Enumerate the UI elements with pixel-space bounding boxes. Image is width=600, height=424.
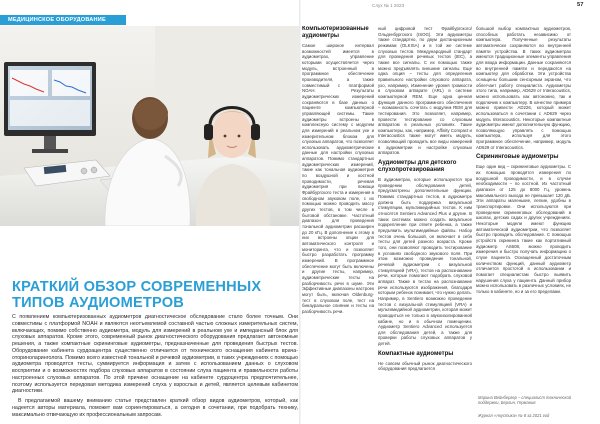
lead-text: [12, 314, 298, 421]
body-paragraph: Еще один вид – скрининговые аудиометры. С их помощью проводятся измерения по воздушной проводимости, и в случае необходимости – по костной. Их частотный диапазон от 125 до 8000 Гц, уровень максимального выхода не превышает 120 дБ. Эти аппараты маленькие, легкие, удобны в транспортировке. Они используются при проведении скрининговых обследований в школах, детских садах и других учреждениях. Некоторые модели имеют функцию автоматической аудиометрии, что позволяет быстро проводить обследование. С помощью устройств скрининга такие как портативный аудиометр AS608, можно проводить измерения и быстро получать информацию о слухе пациента. Оснащенный достаточным количеством функций, данный аудиометр отличается простотой в использовании и помогает специалистам быстро выявить нарушения слуха у пациента. Данный прибор можно использовать в различных условиях, не только в кабинете, но и за его пределами.: [476, 164, 571, 294]
text-column-3: [476, 26, 571, 422]
page-number: 57: [577, 2, 584, 8]
section-heading: Аудиометры для детского слухопротезирования: [378, 160, 457, 174]
author-credit: Марина Вейнбергер – специалист технической поддержки, Берлин, Германия.: [478, 395, 571, 405]
page-gutter: [299, 0, 301, 424]
hero-photo: [0, 26, 299, 226]
section-tag: МЕДИЦИНСКОЕ ОБОРУДОВАНИЕ: [0, 15, 126, 25]
body-paragraph: Не совсем обычный рынок диагностического оборудования предлагается: [378, 360, 472, 372]
section-heading: Компьютеризованные аудиометры: [302, 26, 369, 39]
text-column-2: [378, 26, 472, 422]
headline-line-1: КРАТКИЙ ОБЗОР СОВРЕМЕННЫХ: [12, 279, 262, 295]
source-credit: Журнал «Акустика» № 8 за 2021 год: [478, 413, 550, 418]
body-paragraph: ный цифровой тест Фрайбургского/Ольденбургского (ISOG). Эти аудиометры также стандартно, по двум дистанционным режимам (OLKISA) и в той же системе слуховых тестов. Международный стандарт для проведения речевых тестов (IEC), а также все сигналы. С их помощью также можно предъявлять внешние сигналы. Еще одна опция – тесты для определения правильного настройки слухового аппарата, ухо, например, Изменение уровня громкости в слуховом аппарате (ARL) в системе компьютерной REM. Еще одна ценная функция данного программного обеспечения – возможность сочетать с модулем REM для тестирования. Это позволяет, например, провести тестирование со слуховым аппаратом в реальных условиях. Такие компьютеры, как, например, Affinity Compact и Interacoustics также могут иметь модуль, позволяющий проводить все виды измерений в аудиометрии и настройке слуховых аппаратов.: [378, 26, 472, 156]
lead-paragraph: В предлагаемой вашему вниманию статье представлен краткий обзор видов аудиометров, который, как надеется авторы материала, поможет вам сориентироваться, а сегодня в сочетании, при подобрать технику, максимально отвечающую их профессиональным запросам.: [12, 398, 298, 418]
audiometry-photo-illustration: [0, 26, 299, 226]
lead-paragraph: С появлением компьютеризованных аудиометров диагностическое обследование стало более точным. Они совместимы с платформой NOAH и являются неотъемлемой составной частью сложных измерительных систем, включающих, помимо собственно аудиометра, модуль для измерений в реальном ухе и импедансный блок для слуховых аппаратов. Кроме этого, современный рынок диагностического оборудования предлагает автономные решения, а также компактные скрининговые аудиометры, предназначенные для проведения быстрых тестов. Оборудование кабинета сурдоацентра существенно отличается от технического оснащения кабинета врача-оториноларинголога. Помимо всего известной тональной и речевой аудиометрии, в таких учреждениях с помощью аудиометра проводятся тесты, суммируется информация и затем с использованием данных о слуховом восприятии и о возможностях подбора слуховых аппаратов в состоянии слуха пациента и правильности работы настроенных слуховых аппаратов. По этой причине оснащение на кабинете сурдоцентра предпочтительнее, поэтому используется передовая методика измерений слуха у взрослых и детей, является целевым кабинетом диагностики.: [12, 314, 298, 395]
section-heading: Скрининговые аудиометры: [476, 154, 559, 161]
running-title: Слух № 1 2023: [372, 3, 405, 8]
body-paragraph: большой выбор компактных аудиометров, способных работать независимо от компьютера. Полученные результаты автоматически сохраняются во внутренней памяти устройства. В таких аудиометрах имеются традиционные элементы управления для ввода информации. Данные сохраняются во внутренней памяти и передаются на компьютер для обработки. Эти устройства оснащены большим сенсорным экраном, что облегчает работу специалиста. Аудиометры этого типа, например, AD629 от Interacoustics, можно использовать как автономно, так и подключив к компьютеру. В качестве примера можно привести AD226, который может использоваться в сочетании с AD629 через модуль Interacoustics. Некоторые компактные аудиометры имеют дополнительную функцию, позволяющую управлять с помощью компьютера, используя для этого программное обеспечение, например, модуль AD629 от Interacoustics.: [476, 26, 571, 150]
headline-line-2: ТИПОВ АУДИОМЕТРОВ: [12, 295, 185, 311]
body-paragraph: Самое широкое интервал возможностей имеется в аудиометрах, управление которыми осуществляется через модуль, встроенный в программное обеспечение производителя, а также совместимый с платформой NOAH. Результаты аудиометрических измерений сохраняются в базе данных о пациенте компьютерной управляющей системы. Такие аудиометры встроены в комплексную систему с модулем для измерений в реальном ухе и измерительном блоком для слуховых аппаратов, что позволяет использовать аудиометрические данные для настройки слуховых аппаратов. Помимо стандартных аудиометрических измерений, такие как тональная аудиометрия по воздушной и костной проводимости, речевая аудиометрия при помощи Фрайбургского теста и измерения в свободном звуковом поле, с их помощью можно проводить массу других тестов, в том числе в бытовой обстановке. Частотный диапазон для проведения тональной аудиометрии расширен до 20 кГц. В дополнение к этому в них встроены опции для автоматического контроля и мониторинга, что и позволяет быстро разработать программу измерений. В программное обеспечение могут быть включены и другие тесты, например, аудиометрические тесты на разборчивость речи в шуме. Эти Эффективные диапазоны настроек могут быть, включая Oldenburg-тест в слуховом поле, тест на бинауральное слияние и тесты на разборчивость речи.: [302, 43, 374, 314]
section-heading: Компактные аудиометры: [378, 350, 454, 357]
body-paragraph: В аудиометрах, которые используются при проведении обследования детей, предусмотрены дополнительные функции. Помимо стандартных тестов, в аудиометре должна быть поддержка визуальной стимуляции, мультимедийных тестов. К ним относятся Sentiero Advanced Plus и другие. В таких системах можно создать визуальное подкрепление при ответе ребенка, а также предъявить мультимедийные файлы. Набор тестов очень большой, он включает в себя тесты для детей разного возраста. Кроме того, они позволяют проводить тестирование в условиях свободного звукового поля. При этом возможно проведение тональной, речевой аудиометрии с визуальной стимуляцией (VRA), тестов на распознавание речи, которые помогают подобрать слуховой аппарат. Также в тестах на распознавание речи используются изображения, благодаря которым ребенок понимает, что нужно делать. Например, в Sentiero возможно проведение тестов с визуальной стимуляцией (VRA) и мультимедийной аудиометрии, которая может проводиться не только в звукоизолированной кабине, но и в обычном помещении. Аудиометр Sentiero Advanced используется для обследования детей, а также для проверки работы слуховых аппаратов у детей.: [378, 177, 472, 347]
text-column-1: [302, 26, 374, 422]
article-headline: [12, 279, 297, 311]
